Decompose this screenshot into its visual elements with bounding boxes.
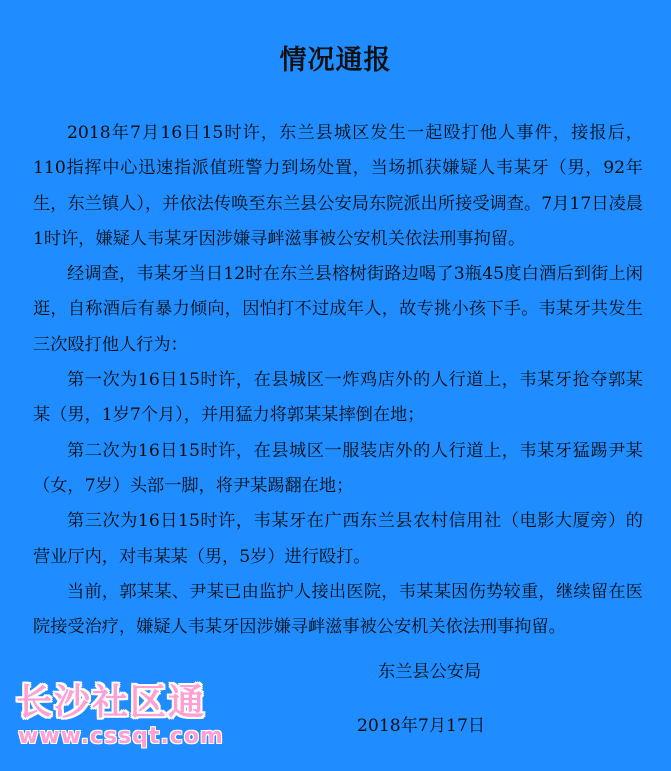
paragraph-first-assault: 第一次为16日15时许，在县城区一炸鸡店外的人行道上，韦某牙抢夺郭某某（男，1岁7个月），并用猛力将郭某某摔倒在地； bbox=[33, 370, 643, 426]
document-title: 情况通报 bbox=[279, 45, 392, 76]
issuer-name: 东兰县公安局 bbox=[378, 662, 482, 682]
watermark-logo-text: 长沙社区通 bbox=[16, 682, 207, 723]
signature-block bbox=[357, 655, 486, 745]
document-body bbox=[33, 116, 643, 645]
site-watermark bbox=[16, 674, 226, 764]
paragraph-third-assault: 第三次为16日15时许，韦某牙在广西东兰县农村信用社（电影大厦旁）的营业厅内，对韦某某（男，5岁）进行殴打。 bbox=[33, 511, 643, 567]
paragraph-second-assault: 第二次为16日15时许，在县城区一服装店外的人行道上，韦某牙猛踢尹某（女，7岁）头部一脚，将尹某踢翻在地； bbox=[33, 440, 643, 496]
paragraph-incident: 2018年7月16日15时许，东兰县城区发生一起殴打他人事件，接报后，110指挥中心迅速指派值班警力到场处置，当场抓获嫌疑人韦某牙（男，92年生，东兰镇人），并依法传唤至东兰县公安局东院派出所接受调查。7月17日凌晨1时许，嫌疑人韦某牙因涉嫌寻衅滋事被公安机关依法刑事拘留。 bbox=[33, 123, 643, 249]
watermark-url: www.cssqt.com bbox=[18, 724, 224, 749]
issue-date: 2018年7月17日 bbox=[357, 716, 486, 737]
paragraph-investigation: 经调查，韦某牙当日12时在东兰县榕树街路边喝了3瓶45度白酒后到街上闲逛，自称酒后有暴力倾向，因怕打不过成年人，故专挑小孩下手。韦某牙共发生三次殴打他人行为： bbox=[33, 264, 643, 355]
paragraph-current-status: 当前，郭某某、尹某已由监护人接出医院，韦某某因伤势较重，继续留在医院接受治疗，嫌疑人韦某牙因涉嫌寻衅滋事被公安机关依法刑事拘留。 bbox=[33, 581, 643, 638]
